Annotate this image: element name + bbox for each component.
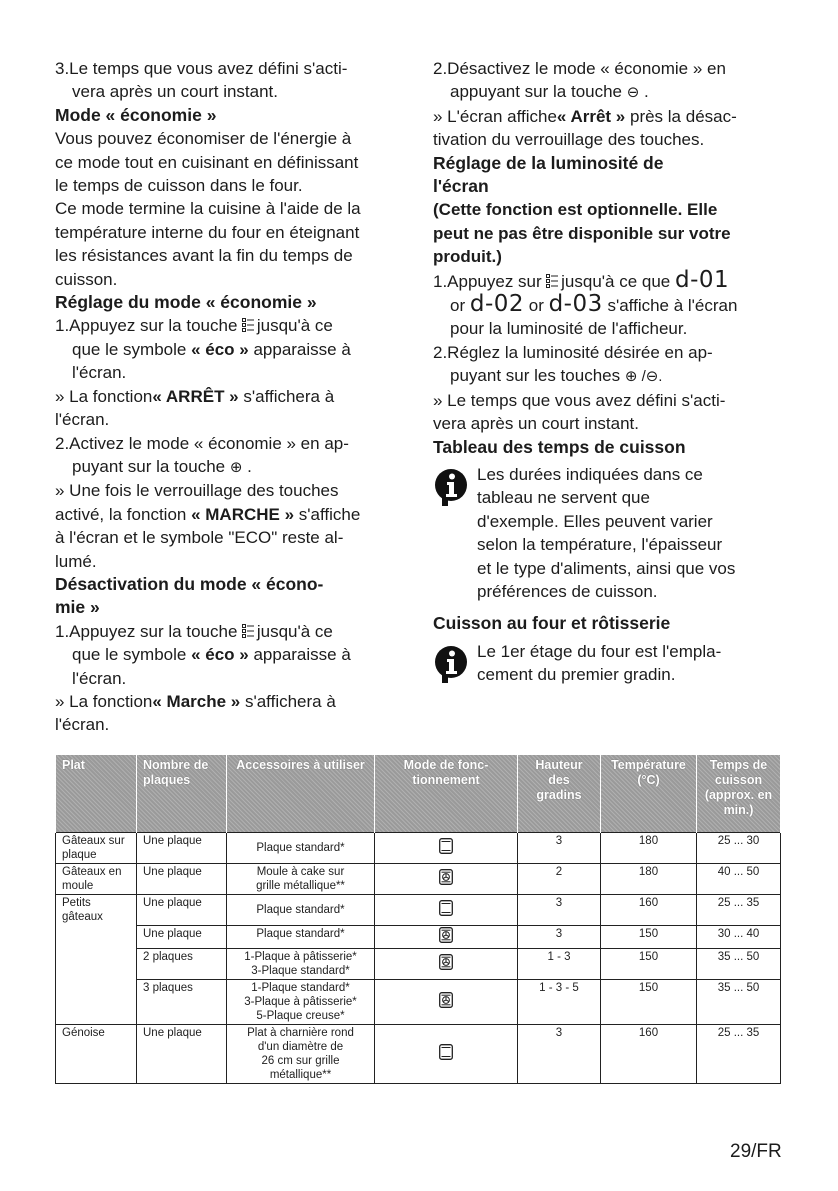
right-column <box>433 57 783 687</box>
paragraph: Ce mode termine la cuisine à l'aide de la <box>55 199 361 219</box>
cell-plates: Une plaque <box>137 864 227 895</box>
eco-symbol: « éco » <box>191 645 249 665</box>
table-row <box>56 948 781 979</box>
cell-shelf-height: 1 - 3 <box>518 948 601 979</box>
result: lumé. <box>55 551 97 571</box>
paragraph: Vous pouvez économiser de l'énergie à <box>55 129 352 149</box>
info-note <box>433 640 783 687</box>
step: l'écran. <box>72 668 127 688</box>
accessory-line: 1-Plaque à pâtisserie* <box>244 950 357 963</box>
note-text: Les durées indiquées dans ce <box>477 464 703 484</box>
cell-time: 35 ... 50 <box>697 979 781 1024</box>
cell-mode <box>375 979 518 1024</box>
static-heat-icon <box>439 838 453 854</box>
text: jusqu'à ce que <box>556 271 675 291</box>
cell-temperature: 180 <box>601 864 697 895</box>
note-text: cement du premier gradin. <box>477 665 676 685</box>
cell-mode <box>375 895 518 926</box>
cell-dish <box>56 925 137 948</box>
cell-dish <box>56 979 137 1024</box>
text: » La fonction <box>55 691 153 711</box>
cell-temperature: 150 <box>601 979 697 1024</box>
heading-oven-roasting: Cuisson au four et rôtisserie <box>433 613 671 634</box>
plus-minus-key-icon: ⊕ /⊖. <box>624 368 663 386</box>
menu-key-icon <box>242 318 252 332</box>
accessory-line: Plat à charnière rond <box>247 1026 354 1039</box>
cooking-times-table <box>55 755 781 1084</box>
text: s'affichera à <box>240 691 336 711</box>
cell-shelf-height: 3 <box>518 833 601 864</box>
header-mode: Mode de fonc-tionnement <box>375 755 518 833</box>
display-code: d-02 <box>469 291 525 318</box>
result: l'écran. <box>55 715 110 735</box>
text: 1.Appuyez sur <box>433 271 547 291</box>
result: » Le temps que vous avez défini s'acti- <box>433 390 726 410</box>
paragraph: cuisson. <box>55 269 118 289</box>
step <box>55 455 405 479</box>
cell-dish: Petits gâteaux <box>56 895 137 926</box>
cell-temperature: 160 <box>601 895 697 926</box>
paragraph: ce mode tout en cuisinant en définissant <box>55 152 359 172</box>
heading-eco-mode: Mode « économie » <box>55 104 217 125</box>
result <box>55 690 405 713</box>
cell-accessories <box>227 833 375 864</box>
cell-plates: 2 plaques <box>137 948 227 979</box>
cell-accessories <box>227 1024 375 1083</box>
result <box>55 503 405 526</box>
text: puyant sur la touche <box>72 456 230 476</box>
cell-plates: Une plaque <box>137 833 227 864</box>
menu-key-icon <box>242 624 252 638</box>
result: l'écran. <box>55 410 110 430</box>
display-text: « Arrêt » <box>556 106 626 126</box>
cell-accessories <box>227 979 375 1024</box>
cell-accessories <box>227 948 375 979</box>
text: . <box>639 82 649 102</box>
header-accessories: Accessoires à utiliser <box>227 755 375 833</box>
paragraph: les résistances avant la fin du temps de <box>55 246 353 266</box>
paragraph: 3.Le temps que vous avez défini s'acti- <box>55 59 348 78</box>
text: 1.Appuyez sur la touche <box>55 316 243 336</box>
table-header-row <box>56 755 781 833</box>
fan-heat-icon <box>439 869 453 885</box>
fan-heat-icon <box>439 954 453 970</box>
display-code: d-03 <box>548 291 603 318</box>
cell-mode <box>375 948 518 979</box>
text: jusqu'à ce <box>252 621 333 641</box>
accessory-line: 3-Plaque standard* <box>251 964 350 977</box>
table-row <box>56 979 781 1024</box>
display-text: « MARCHE » <box>191 504 295 524</box>
cell-temperature: 180 <box>601 833 697 864</box>
text: jusqu'à ce <box>252 316 333 336</box>
step <box>433 266 783 293</box>
text: 1.Appuyez sur la touche <box>55 621 243 641</box>
text: or <box>524 296 549 316</box>
step: 2.Désactivez le mode « économie » en <box>433 59 726 78</box>
result: tivation du verrouillage des touches. <box>433 130 705 150</box>
plus-key-icon: ⊕ <box>229 458 243 476</box>
result: » Une fois le verrouillage des touches <box>55 481 339 501</box>
header-plates: Nombre de plaques <box>137 755 227 833</box>
display-text: « Marche » <box>152 691 241 711</box>
display-text: « ARRÊT » <box>152 386 239 406</box>
heading-eco-deactivation: Désactivation du mode « écono- <box>55 573 324 594</box>
header-dish: Plat <box>56 755 137 833</box>
result <box>55 385 405 408</box>
cell-shelf-height: 3 <box>518 925 601 948</box>
cell-accessories <box>227 925 375 948</box>
cell-time: 25 ... 35 <box>697 895 781 926</box>
accessory-line: 3-Plaque à pâtisserie* <box>244 995 357 1008</box>
cell-time: 40 ... 50 <box>697 864 781 895</box>
step <box>433 364 783 388</box>
cell-mode <box>375 864 518 895</box>
paragraph: le temps de cuisson dans le four. <box>55 176 303 196</box>
accessory-line: d'un diamètre de <box>257 1040 344 1053</box>
step <box>433 80 783 104</box>
cell-temperature: 150 <box>601 925 697 948</box>
cell-accessories <box>227 895 375 926</box>
cell-plates: 3 plaques <box>137 979 227 1024</box>
text: apparaisse à <box>248 645 351 665</box>
text: s'affiche <box>294 504 361 524</box>
fan-heat-icon <box>439 927 453 943</box>
accessory-line: 5-Plaque creuse* <box>256 1009 345 1022</box>
note-text: d'exemple. Elles peuvent varier <box>477 511 713 531</box>
page-number: 29/FR <box>730 1141 782 1162</box>
cell-time: 30 ... 40 <box>697 925 781 948</box>
step <box>55 338 405 361</box>
heading-cooking-table: Tableau des temps de cuisson <box>433 436 686 457</box>
minus-key-icon: ⊖ <box>626 84 640 102</box>
text: » La fonction <box>55 386 153 406</box>
step <box>55 643 405 666</box>
note-text: préférences de cuisson. <box>477 581 658 601</box>
note-text: tableau ne servent que <box>477 488 650 508</box>
static-heat-icon <box>439 1044 453 1060</box>
heading-eco-deactivation: mie » <box>55 597 100 618</box>
accessory-line: 26 cm sur grille <box>261 1054 340 1067</box>
display-code: d-01 <box>674 266 730 293</box>
step <box>55 620 405 643</box>
cell-plates: Une plaque <box>137 895 227 926</box>
cell-dish: Génoise <box>56 1024 137 1083</box>
cell-time: 35 ... 50 <box>697 948 781 979</box>
accessory-line: grille métallique** <box>256 880 345 892</box>
static-heat-icon <box>439 900 453 916</box>
fan-heat-icon <box>439 992 453 1008</box>
paragraph: température interne du four en éteignant <box>55 222 360 242</box>
accessory-line: métallique** <box>269 1068 332 1081</box>
text: » L'écran affiche <box>433 106 557 126</box>
table-row <box>56 1024 781 1083</box>
cell-time: 25 ... 35 <box>697 1024 781 1083</box>
result: à l'écran et le symbole "ECO" reste al- <box>55 528 344 548</box>
heading-brightness: l'écran <box>433 176 489 197</box>
info-icon <box>433 467 469 507</box>
table-row <box>56 864 781 895</box>
accessory-line: 1-Plaque standard* <box>251 981 350 994</box>
step: 2.Réglez la luminosité désirée en ap- <box>433 342 713 362</box>
info-note <box>433 463 783 603</box>
heading-brightness: Réglage de la luminosité de <box>433 152 664 173</box>
cell-temperature: 150 <box>601 948 697 979</box>
text: s'affiche à l'écran <box>602 296 738 316</box>
accessory-line: Plaque standard* <box>256 842 345 854</box>
result <box>433 105 783 128</box>
menu-key-icon <box>546 274 556 288</box>
text: s'affichera à <box>238 386 335 406</box>
step: 2.Activez le mode « économie » en ap- <box>55 433 349 453</box>
optional-note: (Cette fonction est optionnelle. Elle <box>433 200 718 220</box>
cell-mode <box>375 1024 518 1083</box>
table-row <box>56 833 781 864</box>
step: pour la luminosité de l'afficheur. <box>450 319 688 339</box>
cell-accessories <box>227 864 375 895</box>
text: que le symbole <box>72 645 192 665</box>
header-shelf-height: Hauteur des gradins <box>518 755 601 833</box>
text: activé, la fonction <box>55 504 192 524</box>
header-temperature: Température (°C) <box>601 755 697 833</box>
heading-eco-setting: Réglage du mode « économie » <box>55 292 317 313</box>
table-row <box>56 925 781 948</box>
optional-note: produit.) <box>433 247 502 267</box>
text: puyant sur les touches <box>450 366 625 386</box>
cell-plates: Une plaque <box>137 925 227 948</box>
cell-shelf-height: 3 <box>518 1024 601 1083</box>
cell-mode <box>375 925 518 948</box>
text: appuyant sur la touche <box>450 82 627 102</box>
header-time: Temps de cuisson (approx. en min.) <box>697 755 781 833</box>
note-text: selon la température, l'épaisseur <box>477 535 723 555</box>
eco-symbol: « éco » <box>191 339 249 359</box>
cell-shelf-height: 3 <box>518 895 601 926</box>
step: l'écran. <box>72 363 127 383</box>
cell-dish <box>56 948 137 979</box>
accessory-line: Moule à cake sur <box>256 866 345 878</box>
cell-dish: Gâteaux en moule <box>56 864 137 895</box>
step <box>55 314 405 337</box>
cell-time: 25 ... 30 <box>697 833 781 864</box>
cell-shelf-height: 1 - 3 - 5 <box>518 979 601 1024</box>
optional-note: peut ne pas être disponible sur votre <box>433 223 731 243</box>
result: vera après un court instant. <box>433 414 640 434</box>
step <box>433 293 783 317</box>
paragraph: vera après un court instant. <box>72 82 279 102</box>
note-text: et le type d'aliments, ainsi que vos <box>477 558 736 578</box>
cell-dish: Gâteaux sur plaque <box>56 833 137 864</box>
cell-mode <box>375 833 518 864</box>
text: apparaisse à <box>248 339 351 359</box>
text: que le symbole <box>72 339 192 359</box>
cell-shelf-height: 2 <box>518 864 601 895</box>
cell-plates: Une plaque <box>137 1024 227 1083</box>
text: . <box>242 456 252 476</box>
cell-temperature: 160 <box>601 1024 697 1083</box>
accessory-line: Plaque standard* <box>256 903 345 916</box>
accessory-line: Plaque standard* <box>256 927 345 940</box>
text: près la désac- <box>625 106 737 126</box>
note-text: Le 1er étage du four est l'empla- <box>477 641 722 661</box>
table-row <box>56 895 781 926</box>
text: or <box>450 296 470 316</box>
left-column <box>55 57 405 737</box>
info-icon <box>433 644 469 684</box>
